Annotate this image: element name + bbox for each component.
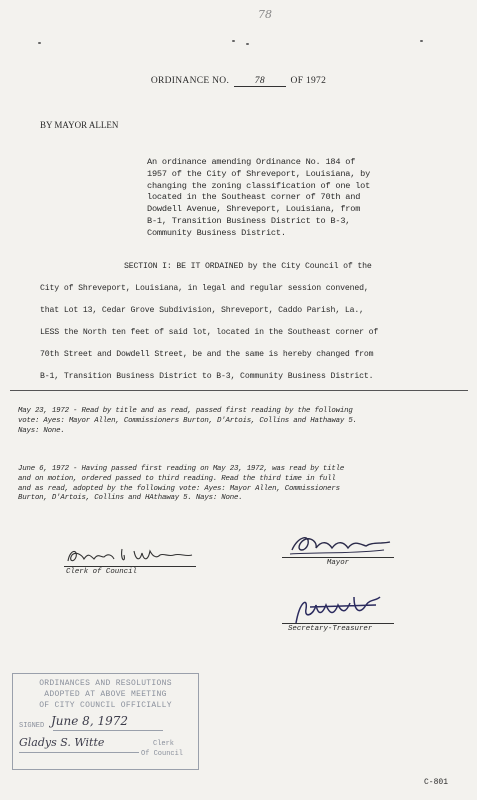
summary-line: An ordinance amending Ordinance No. 184 of (147, 157, 356, 167)
section-line: 70th Street and Dowdell Street, be and the same is hereby changed from (40, 350, 374, 359)
secretary-signature-line (282, 623, 394, 624)
stamp-clerk-signature: Gladys S. Witte (19, 736, 105, 749)
clerk-signature (64, 545, 199, 567)
reading-line: and on motion, ordered passed to third reading. Read the third time in full (18, 474, 336, 483)
handwritten-number: 78 (258, 8, 272, 21)
stamp-clerk-line (19, 752, 139, 753)
title-suffix: OF 1972 (290, 76, 327, 86)
mayor-signature (288, 530, 398, 560)
stamp-signed-label: SIGNED (19, 722, 45, 730)
section-line: that Lot 13, Cedar Grove Subdivision, Shreveport, Caddo Parish, La., (40, 306, 364, 315)
ordinance-number: 78 (234, 76, 286, 87)
ordinance-summary (147, 157, 397, 240)
secretary-signature (290, 593, 385, 627)
stamp-signed-date: June 8, 1972 (51, 714, 128, 728)
scan-speck (38, 42, 41, 44)
document-title (0, 76, 477, 87)
reading-line: vote: Ayes: Mayor Allen, Commissioners Burton, D'Artois, Collins and Hathaway 5. (18, 416, 357, 425)
stamp-line: ADOPTED AT ABOVE MEETING (44, 690, 167, 699)
reading-line: Burton, D'Artois, Collins and HAthaway 5. Nays: None. (18, 494, 243, 503)
form-number: C-801 (424, 778, 449, 787)
mayor-label: Mayor (326, 559, 350, 567)
mayor-signature-line (282, 557, 394, 558)
reading-line: and as read, adopted by the following vote: Ayes: Mayor Allen, Commissioners (18, 484, 340, 493)
first-reading-record (18, 407, 463, 436)
clerk-label: Clerk of Council (66, 568, 137, 576)
summary-line: Community Business District. (147, 227, 286, 238)
stamp-line: ORDINANCES AND RESOLUTIONS (39, 679, 172, 688)
council-stamp (12, 673, 199, 770)
title-prefix: ORDINANCE NO. (150, 76, 230, 86)
summary-line: B-1, Transition Business District to B-3, (147, 215, 351, 226)
clerk-signature-line (64, 566, 196, 567)
summary-line: 1957 of the City of Shreveport, Louisiana, by (147, 168, 371, 179)
section-line: B-1, Transition Business District to B-3, Community Business District. (40, 372, 374, 381)
stamp-line: OF CITY COUNCIL OFFICIALLY (39, 701, 172, 710)
reading-line: May 23, 1972 - Read by title and as read, passed first reading by the following (18, 407, 353, 415)
reading-line: Nays: None. (18, 426, 65, 435)
scan-speck (420, 40, 423, 42)
section-line: LESS the North ten feet of said lot, located in the Southeast corner of (40, 328, 379, 337)
scan-speck (232, 40, 235, 42)
secretary-label: Secretary-Treasurer (288, 625, 373, 633)
reading-line: June 6, 1972 - Having passed first reading on May 23, 1972, was read by title (18, 465, 345, 473)
stamp-clerk-label: Clerk (153, 740, 175, 748)
adoption-record (18, 465, 463, 504)
scan-speck (246, 43, 249, 45)
sponsor-line: BY MAYOR ALLEN (40, 120, 119, 130)
summary-line: Dowdell Avenue, Shreveport, Louisiana, from (147, 204, 361, 215)
summary-line: changing the zoning classification of one lot (147, 180, 371, 191)
stamp-council-label: Of Council (141, 750, 184, 758)
divider-line (10, 390, 468, 391)
summary-line: located in the Southeast corner of 70th and (147, 192, 361, 203)
stamp-date-line (53, 730, 163, 731)
section-line: SECTION I: BE IT ORDAINED by the City Council of the (124, 262, 372, 271)
section-line: City of Shreveport, Louisiana, in legal and regular session convened, (40, 284, 369, 293)
